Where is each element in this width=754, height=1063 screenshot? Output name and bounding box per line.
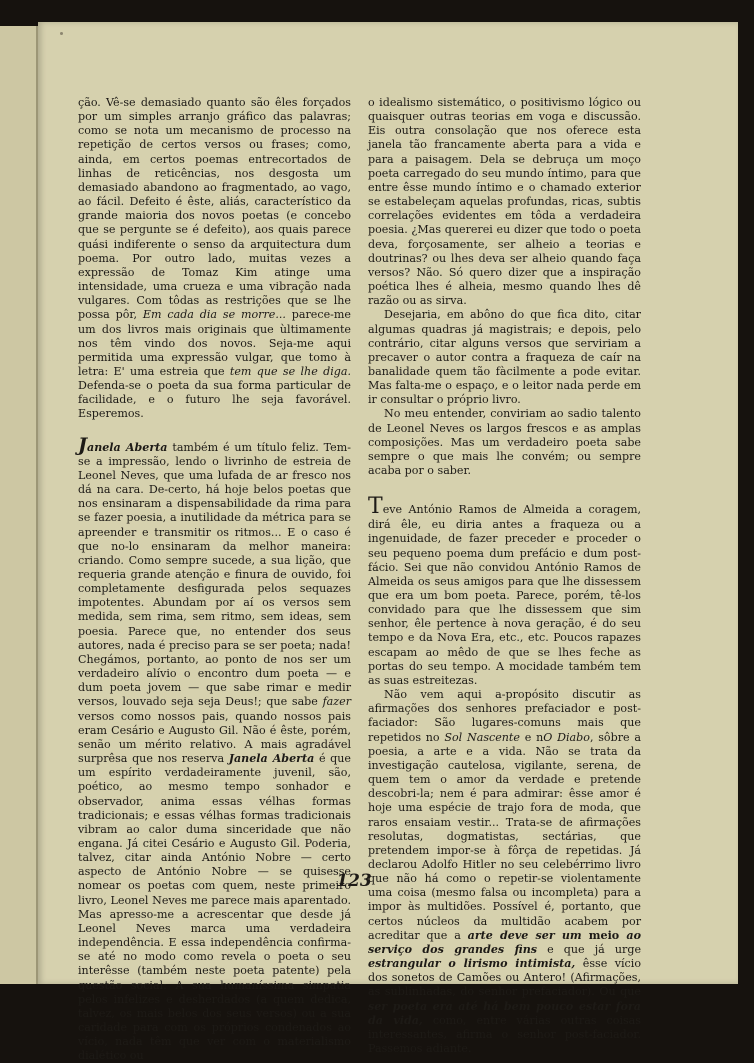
- paragraph: [368, 308, 641, 407]
- page-number: 123: [336, 871, 372, 891]
- text-run: também é um título feliz. Tem-se a impressão, lendo o livrinho de estreia de Leonel Neves, que uma lufada de ar fresco nos dá na cara. De-certo, há hoje belos poetas que nos ensinaram a dispensabilidade da rima para se fazer poesia, a inutilidade da métrica para se apreender e transmitir os ritmos... E o caso é que no-lo ensinaram da melhor maneira: criando. Como sempre sucede, a sua lição, que requeria grande atenção e finura de ouvido, foi completamente desfigurada pelos sequazes impotentes. Abundam por aí os versos sem medida, sem rima, sem ritmo, sem ideas, sem poesia. Parece que, no entender dos seus autores, nada é preciso para se ser poeta; nada! Chegámos, portanto, ao ponto de nos ser um verdadeiro alívio o encontro dum poeta — e dum poeta jovem — que sabe rimar e medir versos, louvado seja seja Deus!; que sabe: [78, 440, 351, 709]
- emphasized-text: meio: [588, 928, 620, 942]
- paragraph-gap: [78, 422, 351, 436]
- emphasized-text: Sol Nascente: [444, 730, 520, 744]
- emphasized-text: Em cada dia se morre...: [142, 308, 286, 322]
- paragraph: [368, 496, 641, 688]
- text-run: No meu entender, conviriam ao sadio talento de Leonel Neves os largos frescos e as amplas composições. Mas um verdadeiro poeta sabe sempre o que mais lhe convém; ou sempre acaba por o saber.: [368, 407, 641, 478]
- text-run: , sôbre a poesia, a arte e a vida. Não se trata da investigação cautelosa, vigilante, serena, de quem tem o amor da verdade e pretende descobri-la; nem é para admirar: êsse amor é hoje uma espécie de trajo fora de moda, que raros ensaiam vestir... Trata-se de afirmações resolutas, dogmatistas, sectárias, que pretendem impor-se à fôrça de repetidas. Já declarou Adolfo Hitler no seu celebérrimo livro que não há como o repetir-se violentamente uma coisa (mesmo falsa ou incompleta) para a impor às multidões. Possível é, portanto, que certos núcleos da multidão acabem por acreditar que a: [368, 730, 641, 942]
- text-run: Defenda-se o poeta da sua forma particular de facilidade, e o futuro lhe seja favorável. Esperemos.: [78, 379, 351, 421]
- paragraph-gap: [368, 478, 641, 496]
- text-run: êsse vício dos sonetos de Camões ou Antero! (Afirmações, as sublinhadas, do senhor prefaciador). Ou que: [368, 957, 641, 999]
- emphasized-text: arte deve ser um: [467, 928, 589, 942]
- text-run: ção. Vê-se demasiado quanto são êles forçados por um simples arranjo gráfico das palavras; como se nota um mecanismo de processo na repetição de certos versos ou frases; como, ainda, em certos poemas entrecortados de linhas de reticências, nos desgosta um demasiado abandono ao fragmentado, ao vago, ao fácil. Defeito é êste, aliás, característico da grande maioria dos novos poetas (e concebo que se pergunte se é defeito), aos quais parece quási indiferente o senso da arquitectura dum poema. Por outro lado, muitas vezes a expressão de Tomaz Kim atinge uma intensidade, uma crueza e uma vibração nada vulgares. Com tôdas as restrições que se lhe possa pôr,: [78, 96, 351, 322]
- text-run: parece-me um dos livros mais originais que ùltimamente nos têm vindo dos novos. Seja-me aqui permitida uma expressão vulgar, que tomo à letra: E' uma estreia que: [78, 308, 351, 378]
- paragraph: [78, 433, 351, 1063]
- emphasized-text: anela Aberta: [87, 440, 168, 454]
- text-run: eve António Ramos de Almeida a coragem, dirá êle, eu diria antes a fraqueza ou a ingenuidade, de fazer preceder e proceder o seu pequeno poema dum prefácio e dum post-fácio. Sei que não convidou António Ramos de Almeida os seus amigos para que lhe dissessem que era um bom poeta. Parece, porém, tê-los convidado para que lhe dissessem que sim senhor, êle pertence à nova geração, é do seu tempo e da Nova Era, etc., etc. Poucos rapazes escapam ao mêdo de que se lhes feche as portas do seu tempo. A mocidade também tem as suas estreitezas.: [368, 503, 641, 687]
- emphasized-text: estrangular o lirismo intimista,: [368, 957, 576, 971]
- emphasized-text: fazer: [322, 695, 351, 709]
- emphasized-text: ao serviço dos grandes fins: [368, 928, 641, 956]
- text-run: Não vem aqui a-propósito discutir as afirmações dos senhores prefaciador e post-faciador: São lugares-comuns mais que repetidos no: [368, 688, 641, 744]
- paragraph: [368, 688, 641, 1056]
- right-text-column: [368, 96, 641, 1056]
- text-run: e que já urge: [537, 942, 642, 956]
- emphasized-text: J: [78, 433, 87, 456]
- text-run: e n: [519, 730, 544, 744]
- text-run: versos como nossos pais, quando nossos pais eram Cesário e Augusto Gil. Não é êste, porém, senão um mérito relativo. A mais agradável surprêsa que nos reserva: [78, 709, 351, 766]
- book-page: [38, 22, 738, 1063]
- facing-page-edge: [0, 26, 38, 984]
- emphasized-text: T: [368, 494, 383, 520]
- paragraph: [368, 407, 641, 478]
- page-mark: [60, 32, 63, 35]
- text-run: é que um espírito verdadeiramente juvenil, são, poético, ao mesmo tempo sonhador e observador, anima essas vélhas formas tradicionais; e essas vélhas formas tradicionais vibram ao calor duma sinceridade que não engana. Já citei Cesário e Augusto Gil. Poderia, talvez, citar ainda António Nobre — certo aspecto de António Nobre — se quisesse nomear os poetas com quem, neste primeiro livro, Leonel Neves me parece mais aparentado. Mas apresso-me a acrescentar que desde já Leonel Neves marca uma verdadeira independência. E essa independência confirma-se até no modo como revela o poeta o seu interêsse (também neste poeta patente) pela questão social: A sua humaníssima simpatia pelos infelizes e desherdados (a quem dedica, talvez, os mais belos dos seus versos) ou a sua caridade para com os próprios condenados ao vício, nada têm que ver com o materialismo dialético ou: [78, 752, 351, 1063]
- paragraph: [368, 96, 641, 308]
- text-run: o idealismo sistemático, o positivismo lógico ou quaisquer outras teorias em voga e discussão. Eis outra consolação que nos oferece esta janela tão francamente aberta para a vida e para a paisagem. Dela se debruça um moço poeta carregado do seu mundo íntimo, para que entre êsse mundo íntimo e o chamado exterior se estabeleçam aquelas profundas, ricas, subtis correlações evidentes em tôda a verdadeira poesia. ¿Mas quererei eu dizer que todo o poeta deva, forçosamente, ser alheio a teorias e doutrinas? ou lhes deva ser alheio quando faça versos? Não. Só quero dizer que a inspiração poética lhes é alheia, mesmo quando lhes dê razão ou as sirva.: [368, 96, 641, 308]
- text-run: como, entre várias outras coisas interessantes, afirma o senhor post-faciador. Passemos adiante.: [368, 1013, 641, 1055]
- left-text-column: [78, 96, 351, 1063]
- text-run: Desejaria, em abôno do que fica dito, citar algumas quadras já magistrais; e depois, pelo contrário, citar alguns versos que serviriam a precaver o autor contra a fraqueza de caír na banalidade quem tão fàcilmente a pode evitar. Mas falta-me o espaço, e o leitor nada perde em ir consultar o próprio livro.: [368, 308, 641, 407]
- emphasized-text: ser poeta era até há bem pouco estar fora da vida,: [368, 999, 641, 1027]
- emphasized-text: O Diabo: [543, 730, 590, 744]
- emphasized-text: Janela Aberta: [228, 752, 315, 766]
- emphasized-text: tem que se lhe diga.: [229, 364, 351, 378]
- paragraph: [78, 96, 351, 422]
